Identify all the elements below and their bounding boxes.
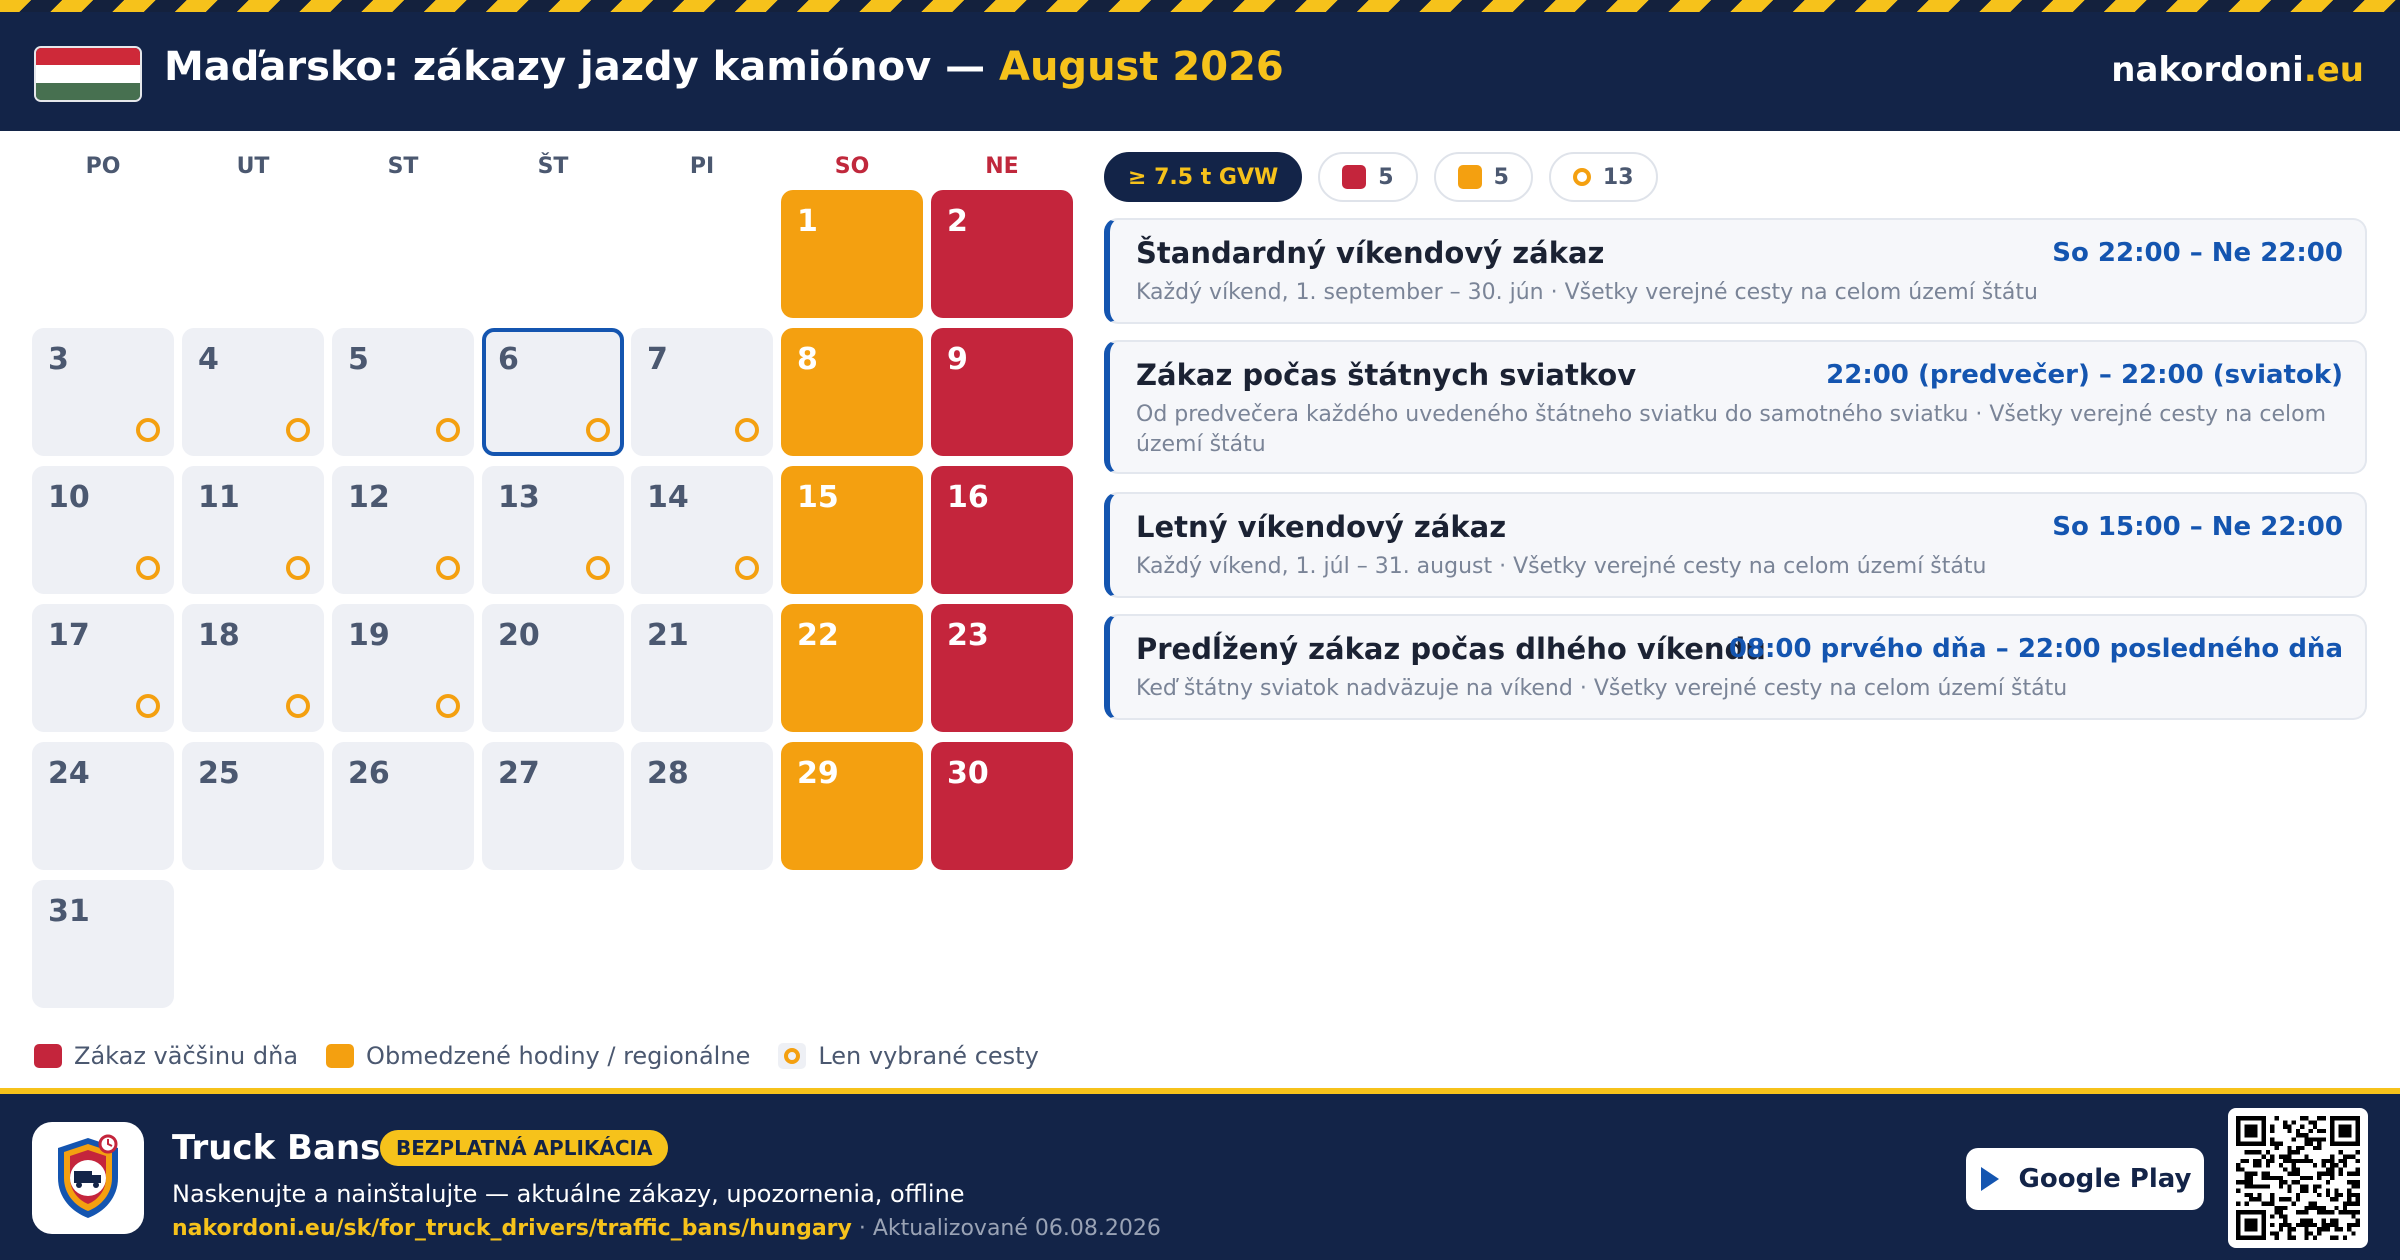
day-number: 10 [48,480,90,515]
brand-tld: .eu [2303,50,2364,90]
rule-time: 22:00 (predvečer) – 22:00 (sviatok) [1826,360,2343,390]
rule-title: Štandardný víkendový zákaz [1136,236,1605,270]
legend-ring-label: Len vybrané cesty [818,1042,1039,1070]
selected-roads-ring-icon [136,556,160,580]
selected-roads-ring-icon [286,694,310,718]
rule-card [1104,340,2367,474]
day-number: 18 [198,618,240,653]
day-number: 3 [48,342,69,377]
day-number: 22 [797,618,839,653]
day-number: 5 [348,342,369,377]
app-tagline: Naskenujte a nainštalujte — aktuálne zákazy, upozornenia, offline [172,1180,965,1208]
rule-card [1104,218,2367,324]
day-number: 30 [947,756,989,791]
day-number: 17 [48,618,90,653]
flag-stripe-red [36,48,140,65]
calendar-day[interactable] [32,328,174,456]
calendar-day[interactable] [781,328,923,456]
orange-count-chip [1434,152,1533,202]
day-number: 28 [647,756,689,791]
ring-count: 13 [1602,164,1634,190]
day-number: 26 [348,756,390,791]
rule-time: So 22:00 – Ne 22:00 [2052,238,2343,268]
hungary-flag-icon [34,46,142,102]
day-number: 29 [797,756,839,791]
weekday-label: SO [834,154,870,179]
day-number: 4 [198,342,219,377]
selected-roads-ring-icon [286,556,310,580]
selected-roads-ring-icon [136,694,160,718]
day-number: 25 [198,756,240,791]
hazard-stripe [0,0,2400,12]
calendar-day[interactable] [332,328,474,456]
day-number: 14 [647,480,689,515]
title-month: August 2026 [999,44,1284,90]
day-number: 12 [348,480,390,515]
day-number: 20 [498,618,540,653]
title-prefix: Maďarsko: zákazy jazdy kamiónov — [164,44,999,90]
brand-logo[interactable] [2111,50,2364,90]
page-url-link[interactable]: nakordoni.eu/sk/for_truck_drivers/traffic_bans/hungary [172,1216,852,1241]
truck-shield-icon[interactable] [32,1122,144,1234]
summary-chips [1104,152,1658,202]
calendar-day[interactable] [631,328,773,456]
calendar-day[interactable] [332,604,474,732]
selected-roads-ring-icon [735,556,759,580]
day-number: 27 [498,756,540,791]
red-square-icon [1342,165,1366,189]
day-number: 21 [647,618,689,653]
calendar-day[interactable] [931,604,1073,732]
day-number: 8 [797,342,818,377]
calendar-day[interactable] [32,742,174,870]
day-number: 16 [947,480,989,515]
legend-orange-label: Obmedzené hodiny / regionálne [366,1042,751,1070]
calendar-day[interactable] [931,190,1073,318]
day-number: 1 [797,204,818,239]
selected-roads-ring-icon [436,418,460,442]
url-line [172,1216,1161,1241]
calendar-day[interactable] [32,604,174,732]
orange-count: 5 [1493,164,1509,190]
app-promo-footer [0,1088,2400,1260]
day-number: 15 [797,480,839,515]
rule-title: Letný víkendový zákaz [1136,510,1507,544]
rule-description: Od predvečera každého uvedeného štátneho sviatku do samotného sviatku · Všetky verejné cesty na celom území štátu [1136,402,2327,457]
updated-date: · Aktualizované 06.08.2026 [851,1216,1161,1241]
legend-item-ring [778,1042,1038,1070]
calendar-day[interactable] [32,466,174,594]
calendar-day[interactable] [931,328,1073,456]
play-store-icon [1979,1166,2001,1192]
weekday-label: NE [985,154,1019,179]
rule-description: Každý víkend, 1. september – 30. jún · Všetky verejné cesty na celom území štátu [1136,280,2038,305]
selected-roads-ring-icon [286,418,310,442]
calendar-day[interactable] [482,604,624,732]
calendar-day[interactable] [482,742,624,870]
weight-chip-label: ≥ 7.5 t GVW [1128,164,1279,190]
calendar-day[interactable] [931,742,1073,870]
selected-roads-ring-icon [586,556,610,580]
day-number: 11 [198,480,240,515]
rule-description: Každý víkend, 1. júl – 31. august · Všetky verejné cesty na celom území štátu [1136,554,1987,579]
calendar-day[interactable] [332,466,474,594]
day-number: 7 [647,342,668,377]
calendar-day[interactable] [182,604,324,732]
weekday-label: PI [689,154,715,179]
red-square-icon [34,1044,62,1068]
flag-stripe-green [36,83,140,100]
weekday-label: ST [387,154,419,179]
selected-roads-ring-icon [586,418,610,442]
free-app-badge: BEZPLATNÁ APLIKÁCIA [380,1130,668,1166]
ring-count-chip [1549,152,1658,202]
calendar-day[interactable] [781,742,923,870]
day-number: 6 [498,342,519,377]
orange-square-icon [1458,165,1482,189]
ring-icon [778,1043,806,1069]
rule-time: So 15:00 – Ne 22:00 [2052,512,2343,542]
weekday-label: ŠT [537,154,569,179]
calendar-day[interactable] [631,742,773,870]
day-number: 31 [48,894,90,929]
flag-stripe-white [36,65,140,82]
calendar-day[interactable] [332,742,474,870]
legend-item-red [34,1042,298,1070]
selected-roads-ring-icon [436,556,460,580]
rule-title: Zákaz počas štátnych sviatkov [1136,358,1637,392]
calendar-day[interactable] [482,466,624,594]
qr-code-icon [2228,1108,2368,1248]
calendar-day[interactable] [182,466,324,594]
google-play-button[interactable] [1966,1148,2204,1210]
day-number: 9 [947,342,968,377]
rule-title: Predĺžený zákaz počas dlhého víkendu [1136,632,1766,666]
calendar-day[interactable] [631,604,773,732]
calendar-day[interactable] [182,328,324,456]
calendar-day[interactable] [32,880,174,1008]
google-play-label: Google Play [2018,1164,2192,1194]
ring-icon [1573,168,1591,186]
calendar-day[interactable] [631,466,773,594]
day-number: 23 [947,618,989,653]
rule-card [1104,614,2367,720]
calendar-day-today[interactable] [482,328,624,456]
app-name: Truck Bans [172,1128,381,1168]
calendar-day[interactable] [781,604,923,732]
red-count-chip [1318,152,1417,202]
calendar-day[interactable] [781,190,923,318]
brand-name: nakordoni [2111,50,2304,90]
weekday-label: PO [85,154,121,179]
calendar-day[interactable] [182,742,324,870]
legend-red-label: Zákaz väčšinu dňa [74,1042,299,1070]
day-number: 13 [498,480,540,515]
calendar-day[interactable] [781,466,923,594]
legend-item-orange [326,1042,750,1070]
weight-chip [1104,152,1302,202]
legend [34,1042,1067,1070]
rule-description: Keď štátny sviatok nadväzuje na víkend · Všetky verejné cesty na celom území štátu [1136,676,2068,701]
header-bar [0,12,2400,131]
orange-square-icon [326,1044,354,1068]
rule-time: 08:00 prvého dňa – 22:00 posledného dňa [1728,634,2343,664]
rule-card [1104,492,2367,598]
day-number: 2 [947,204,968,239]
selected-roads-ring-icon [136,418,160,442]
selected-roads-ring-icon [735,418,759,442]
selected-roads-ring-icon [436,694,460,718]
page-title [164,44,1284,90]
day-number: 19 [348,618,390,653]
red-count: 5 [1378,164,1394,190]
weekday-label: UT [236,154,270,179]
calendar-day[interactable] [931,466,1073,594]
day-number: 24 [48,756,90,791]
